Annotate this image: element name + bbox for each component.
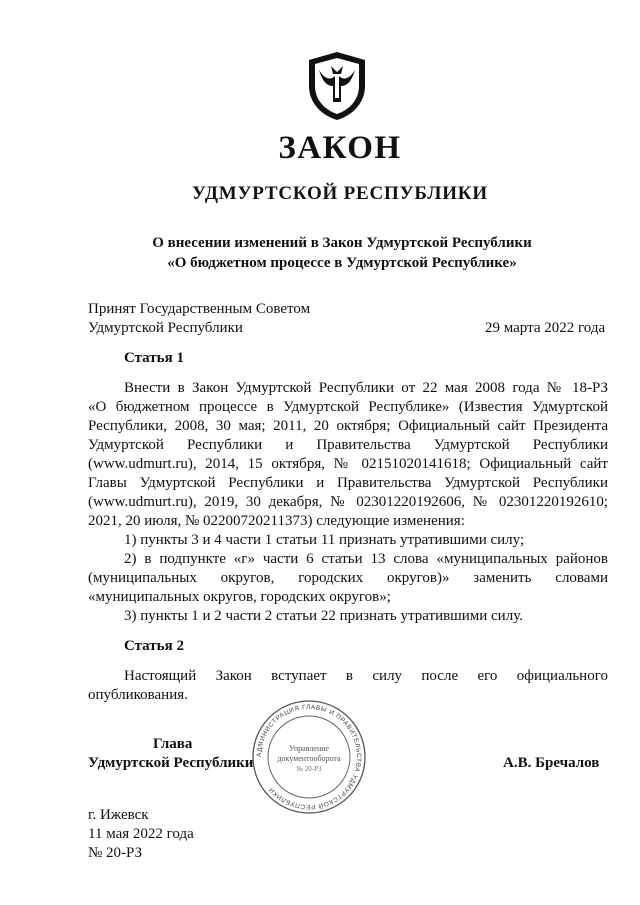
article-1-line: Главы Удмуртской Республики и Правительства Удмуртской Республики bbox=[88, 475, 608, 491]
coat-of-arms-icon bbox=[305, 50, 369, 122]
stamp-ring-text: АДМИНИСТРАЦИЯ ГЛАВЫ И ПРАВИТЕЛЬСТВА УДМУРТСКОЙ РЕСПУБЛИКИ bbox=[255, 703, 363, 811]
article-1-line: Внести в Закон Удмуртской Республики от 22 мая 2008 года № 18-РЗ bbox=[124, 380, 608, 396]
signatory-role-line-1: Глава bbox=[153, 736, 193, 752]
adopted-line-2: Удмуртской Республики bbox=[88, 320, 243, 336]
adopted-line-1: Принят Государственным Советом bbox=[88, 301, 311, 317]
article-1-line: «О бюджетном процессе в Удмуртской Республике» (Известия Удмуртской bbox=[88, 399, 608, 415]
law-heading-line-2: «О бюджетном процессе в Удмуртской Республике» bbox=[167, 255, 517, 271]
article-1-item: (муниципальных округов, городских округов)» заменить словами bbox=[88, 570, 608, 586]
adopted-date: 29 марта 2022 года bbox=[485, 320, 606, 336]
article-2-title: Статья 2 bbox=[124, 638, 184, 654]
official-stamp bbox=[250, 698, 368, 816]
footer-date: 11 мая 2022 года bbox=[88, 826, 194, 842]
article-2-line: Настоящий Закон вступает в силу после его официального bbox=[124, 668, 608, 684]
stamp-text-line-1: Управление bbox=[288, 744, 330, 753]
footer-number: № 20-РЗ bbox=[88, 845, 143, 861]
article-1-line: Удмуртской Республики и Правительства Удмуртской Республики bbox=[88, 437, 608, 453]
law-heading-line-1: О внесении изменений в Закон Удмуртской Республики bbox=[152, 235, 532, 251]
article-1-item: «муниципальных округов, городских округов»; bbox=[88, 589, 391, 605]
document-subtitle: УДМУРТСКОЙ РЕСПУБЛИКИ bbox=[192, 183, 488, 204]
article-1-item: 3) пункты 1 и 2 части 2 статьи 22 признать утратившими силу. bbox=[124, 608, 523, 624]
article-1-line: (www.udmurt.ru), 2019, 30 декабря, № 02301220192606, № 02301220192610; bbox=[88, 494, 608, 510]
article-1-line: (www.udmurt.ru), 2014, 15 октября, № 02151020141618; Официальный сайт bbox=[88, 456, 608, 472]
article-1-item: 1) пункты 3 и 4 части 1 статьи 11 признать утратившими силу; bbox=[124, 532, 525, 548]
stamp-text-line-3: № 20-РЗ bbox=[296, 765, 322, 773]
article-1-line: Республики, 2008, 30 мая; 2011, 20 октября; Официальный сайт Президента bbox=[88, 418, 608, 434]
article-1-item: 2) в подпункте «г» части 6 статьи 13 слова «муниципальных районов bbox=[124, 551, 608, 567]
signatory-name: А.В. Бречалов bbox=[503, 755, 600, 771]
stamp-text-line-2: документооборота bbox=[277, 754, 341, 763]
signatory-role-line-2: Удмуртской Республики bbox=[88, 755, 254, 771]
article-1-title: Статья 1 bbox=[124, 350, 184, 366]
document-title: ЗАКОН bbox=[278, 130, 402, 166]
article-2-line: опубликования. bbox=[88, 687, 188, 703]
article-1-line: 2021, 20 июля, № 02200720211373) следующие изменения: bbox=[88, 513, 465, 529]
footer-city: г. Ижевск bbox=[88, 807, 149, 823]
